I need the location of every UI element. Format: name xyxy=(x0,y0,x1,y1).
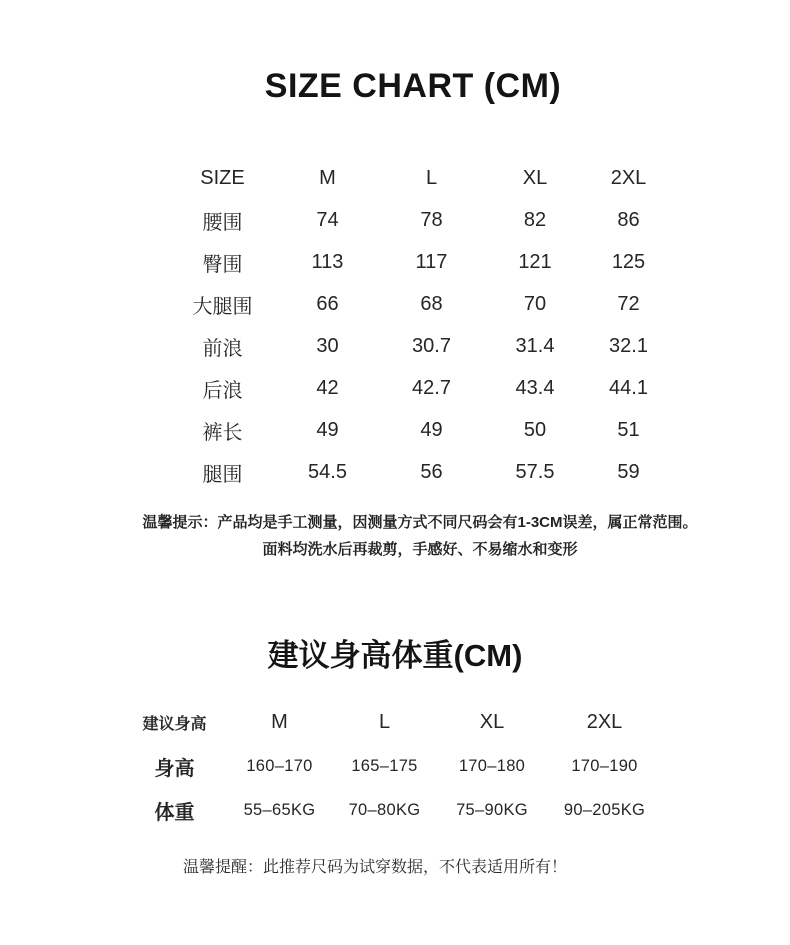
cell-value: 49 xyxy=(316,418,339,441)
cell-value: 160–170 xyxy=(246,756,313,775)
row-label: 体重 xyxy=(154,801,195,824)
row-label: 身高 xyxy=(154,757,195,780)
cell-value: 72 xyxy=(617,292,640,315)
table-row-weight xyxy=(122,788,662,832)
cell-value: 44.1 xyxy=(609,376,648,399)
cell-value: 42.7 xyxy=(412,376,451,399)
row-label: 臀围 xyxy=(202,253,243,276)
cell-value: 55–65KG xyxy=(243,800,316,819)
size-table xyxy=(170,157,670,493)
cell-value: 54.5 xyxy=(308,460,347,483)
fit-disclaimer-note: 温馨提醒：此推荐尺码为试穿数据，不代表适用所有！ xyxy=(182,859,567,876)
cell-value: 31.4 xyxy=(515,334,555,357)
row-label: 裤长 xyxy=(202,421,243,444)
table-row-height xyxy=(122,744,662,788)
cell-value: 75–90KG xyxy=(456,800,528,819)
row-label: 前浪 xyxy=(202,337,243,360)
column-header-m: M xyxy=(271,710,288,733)
table-row-thigh xyxy=(170,283,670,325)
cell-value: 56 xyxy=(420,460,443,483)
cell-value: 70–80KG xyxy=(348,800,421,819)
measurement-note xyxy=(0,509,790,563)
cell-value: 90–205KG xyxy=(563,800,646,819)
cell-value: 78 xyxy=(420,208,443,231)
cell-value: 57.5 xyxy=(515,460,555,483)
cell-value: 117 xyxy=(415,250,448,273)
cell-value: 51 xyxy=(617,418,640,441)
row-label: 腿围 xyxy=(202,463,243,486)
row-label: 腰围 xyxy=(202,211,243,234)
cell-value: 86 xyxy=(617,208,640,231)
measurement-note-line2: 面料均洗水后再裁剪，手感好、不易缩水和变形 xyxy=(262,541,578,558)
table-row-pant-length xyxy=(170,409,670,451)
height-weight-table xyxy=(122,700,662,832)
cell-value: 70 xyxy=(523,292,547,315)
table-row-leg-opening xyxy=(170,451,670,493)
cell-value: 82 xyxy=(523,208,547,231)
table-row-front-rise xyxy=(170,325,670,367)
cell-value: 42 xyxy=(316,376,339,399)
cell-value: 165–175 xyxy=(351,756,418,775)
row-label: 大腿围 xyxy=(192,295,253,318)
cell-value: 170–180 xyxy=(458,756,526,775)
column-header-xl: XL xyxy=(479,710,505,733)
height-weight-header-row xyxy=(122,700,662,744)
cell-value: 50 xyxy=(523,418,547,441)
size-chart-title: SIZE CHART (CM) xyxy=(264,67,562,105)
cell-value: 66 xyxy=(316,292,339,315)
column-header-2xl: 2XL xyxy=(610,166,647,189)
table-row-back-rise xyxy=(170,367,670,409)
cell-value: 43.4 xyxy=(515,376,555,399)
cell-value: 59 xyxy=(617,460,640,483)
table-row-waist xyxy=(170,199,670,241)
cell-value: 125 xyxy=(611,250,646,273)
column-header-l: L xyxy=(378,710,391,733)
column-header-2xl: 2XL xyxy=(586,710,623,733)
row-label: 后浪 xyxy=(202,379,243,402)
size-table-header-row xyxy=(170,157,670,199)
cell-value: 170–190 xyxy=(571,756,638,775)
table-row-hip xyxy=(170,241,670,283)
cell-value: 30.7 xyxy=(412,334,451,357)
height-weight-title: 建议身高体重(CM) xyxy=(267,638,523,673)
measurement-note-line1: 温馨提示：产品均是手工测量，因测量方式不同尺码会有1-3CM误差，属正常范围。 xyxy=(142,514,698,531)
column-header-xl: XL xyxy=(522,166,548,189)
cell-value: 121 xyxy=(518,250,552,273)
cell-value: 49 xyxy=(420,418,443,441)
column-header-size: SIZE xyxy=(200,166,245,189)
cell-value: 74 xyxy=(316,208,339,231)
cell-value: 32.1 xyxy=(609,334,648,357)
cell-value: 113 xyxy=(311,250,344,273)
column-header-suggest: 建议身高 xyxy=(142,715,207,733)
column-header-m: M xyxy=(319,166,336,189)
cell-value: 68 xyxy=(420,292,443,315)
column-header-l: L xyxy=(425,166,438,189)
cell-value: 30 xyxy=(316,334,339,357)
